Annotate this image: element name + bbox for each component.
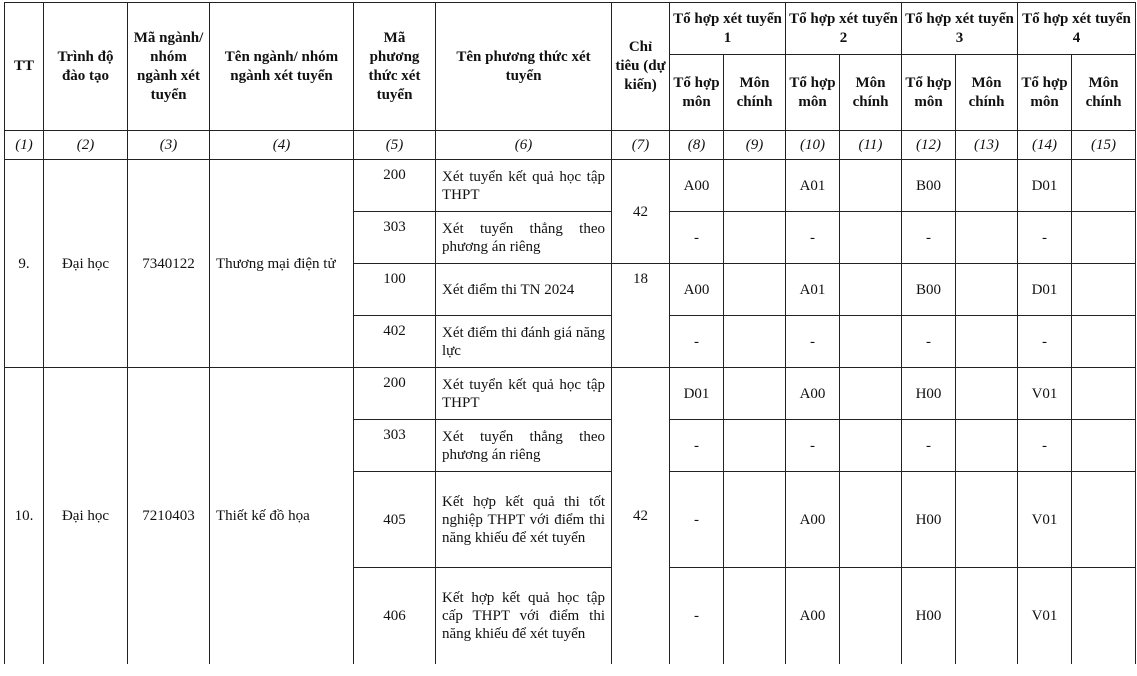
column-number: (9) bbox=[724, 131, 786, 160]
row-combo-4: D01 bbox=[1018, 160, 1072, 212]
row-main-1 bbox=[724, 472, 786, 568]
row-method-name: Xét điểm thi đánh giá năng lực bbox=[436, 316, 612, 368]
row-combo-4: - bbox=[1018, 316, 1072, 368]
row-tt: 10. bbox=[5, 368, 44, 664]
row-major-name: Thương mại điện tử bbox=[210, 160, 354, 368]
row-combo-3: - bbox=[902, 212, 956, 264]
row-main-4 bbox=[1072, 160, 1136, 212]
row-main-2 bbox=[840, 160, 902, 212]
column-number: (11) bbox=[840, 131, 902, 160]
row-combo-2: A00 bbox=[786, 472, 840, 568]
column-number: (4) bbox=[210, 131, 354, 160]
row-method-name: Xét điểm thi TN 2024 bbox=[436, 264, 612, 316]
row-main-2 bbox=[840, 420, 902, 472]
row-combo-3: H00 bbox=[902, 368, 956, 420]
header-quota: Chỉ tiêu (dự kiến) bbox=[612, 3, 670, 131]
row-method-name: Xét tuyển kết quả học tập THPT bbox=[436, 160, 612, 212]
row-method-code: 402 bbox=[354, 316, 436, 368]
row-level: Đại học bbox=[44, 160, 128, 368]
column-number-row bbox=[5, 131, 1136, 160]
row-main-4 bbox=[1072, 568, 1136, 664]
header-combo-group-1: Tổ hợp xét tuyển 1 bbox=[670, 3, 786, 55]
column-number: (5) bbox=[354, 131, 436, 160]
row-main-3 bbox=[956, 472, 1018, 568]
row-combo-1: - bbox=[670, 420, 724, 472]
header-row-1 bbox=[5, 3, 1136, 55]
header-method-name: Tên phương thức xét tuyển bbox=[436, 3, 612, 131]
header-combo-sub: Tổ hợp môn bbox=[1018, 55, 1072, 131]
column-number: (1) bbox=[5, 131, 44, 160]
row-main-3 bbox=[956, 264, 1018, 316]
row-combo-1: - bbox=[670, 472, 724, 568]
column-number: (7) bbox=[612, 131, 670, 160]
row-main-3 bbox=[956, 368, 1018, 420]
row-main-4 bbox=[1072, 212, 1136, 264]
row-combo-3: - bbox=[902, 316, 956, 368]
column-number: (14) bbox=[1018, 131, 1072, 160]
row-main-1 bbox=[724, 160, 786, 212]
row-tt: 9. bbox=[5, 160, 44, 368]
header-combo-group-4: Tổ hợp xét tuyển 4 bbox=[1018, 3, 1136, 55]
row-combo-3: - bbox=[902, 420, 956, 472]
row-combo-2: - bbox=[786, 212, 840, 264]
row-method-code: 303 bbox=[354, 420, 436, 472]
column-number: (6) bbox=[436, 131, 612, 160]
row-level: Đại học bbox=[44, 368, 128, 664]
row-combo-1: - bbox=[670, 568, 724, 664]
row-combo-1: A00 bbox=[670, 160, 724, 212]
row-quota: 42 bbox=[612, 368, 670, 664]
row-method-name: Xét tuyển thẳng theo phương án riêng bbox=[436, 212, 612, 264]
row-main-3 bbox=[956, 212, 1018, 264]
header-combo-group-3: Tổ hợp xét tuyển 3 bbox=[902, 3, 1018, 55]
row-main-2 bbox=[840, 368, 902, 420]
row-main-2 bbox=[840, 568, 902, 664]
row-main-1 bbox=[724, 264, 786, 316]
row-combo-1: A00 bbox=[670, 264, 724, 316]
row-major-code: 7210403 bbox=[128, 368, 210, 664]
column-number: (2) bbox=[44, 131, 128, 160]
header-combo-sub: Tổ hợp môn bbox=[786, 55, 840, 131]
header-major-code: Mã ngành/ nhóm ngành xét tuyển bbox=[128, 3, 210, 131]
row-main-3 bbox=[956, 568, 1018, 664]
row-major-name: Thiết kế đồ họa bbox=[210, 368, 354, 664]
row-combo-3: B00 bbox=[902, 160, 956, 212]
row-combo-2: A00 bbox=[786, 568, 840, 664]
row-main-4 bbox=[1072, 472, 1136, 568]
row-main-3 bbox=[956, 420, 1018, 472]
header-main-sub: Môn chính bbox=[840, 55, 902, 131]
row-combo-4: V01 bbox=[1018, 472, 1072, 568]
row-combo-3: B00 bbox=[902, 264, 956, 316]
row-quota: 18 bbox=[612, 264, 670, 368]
row-method-name: Kết hợp kết quả thi tốt nghiệp THPT với điểm thi năng khiếu để xét tuyển bbox=[436, 472, 612, 568]
row-combo-2: A00 bbox=[786, 368, 840, 420]
row-method-code: 303 bbox=[354, 212, 436, 264]
row-main-4 bbox=[1072, 420, 1136, 472]
row-combo-3: H00 bbox=[902, 568, 956, 664]
header-combo-group-2: Tổ hợp xét tuyển 2 bbox=[786, 3, 902, 55]
row-main-4 bbox=[1072, 264, 1136, 316]
row-method-name: Kết hợp kết quả học tập cấp THPT với điểm thi năng khiếu để xét tuyển bbox=[436, 568, 612, 664]
row-main-4 bbox=[1072, 316, 1136, 368]
row-combo-1: - bbox=[670, 212, 724, 264]
row-combo-1: - bbox=[670, 316, 724, 368]
row-main-1 bbox=[724, 568, 786, 664]
row-main-2 bbox=[840, 316, 902, 368]
row-combo-4: V01 bbox=[1018, 368, 1072, 420]
row-method-name: Xét tuyển thẳng theo phương án riêng bbox=[436, 420, 612, 472]
row-main-1 bbox=[724, 316, 786, 368]
column-number: (10) bbox=[786, 131, 840, 160]
header-main-sub: Môn chính bbox=[1072, 55, 1136, 131]
row-main-1 bbox=[724, 368, 786, 420]
row-method-code: 406 bbox=[354, 568, 436, 664]
row-combo-4: V01 bbox=[1018, 568, 1072, 664]
row-combo-2: A01 bbox=[786, 264, 840, 316]
row-combo-4: - bbox=[1018, 212, 1072, 264]
row-main-4 bbox=[1072, 368, 1136, 420]
column-number: (3) bbox=[128, 131, 210, 160]
header-main-sub: Môn chính bbox=[956, 55, 1018, 131]
row-combo-4: D01 bbox=[1018, 264, 1072, 316]
table-row bbox=[5, 160, 1136, 212]
row-method-code: 405 bbox=[354, 472, 436, 568]
row-major-code: 7340122 bbox=[128, 160, 210, 368]
header-method-code: Mã phương thức xét tuyển bbox=[354, 3, 436, 131]
row-quota: 42 bbox=[612, 160, 670, 264]
column-number: (12) bbox=[902, 131, 956, 160]
header-major-name: Tên ngành/ nhóm ngành xét tuyển bbox=[210, 3, 354, 131]
admission-table bbox=[4, 2, 1136, 664]
row-main-3 bbox=[956, 316, 1018, 368]
header-tt: TT bbox=[5, 3, 44, 131]
row-method-code: 200 bbox=[354, 368, 436, 420]
header-level: Trình độ đào tạo bbox=[44, 3, 128, 131]
column-number: (15) bbox=[1072, 131, 1136, 160]
row-main-2 bbox=[840, 264, 902, 316]
row-method-code: 200 bbox=[354, 160, 436, 212]
table-row bbox=[5, 368, 1136, 420]
row-combo-3: H00 bbox=[902, 472, 956, 568]
header-combo-sub: Tổ hợp môn bbox=[902, 55, 956, 131]
header-combo-sub: Tổ hợp môn bbox=[670, 55, 724, 131]
row-combo-2: - bbox=[786, 316, 840, 368]
row-main-1 bbox=[724, 212, 786, 264]
header-main-sub: Môn chính bbox=[724, 55, 786, 131]
row-method-code: 100 bbox=[354, 264, 436, 316]
row-main-1 bbox=[724, 420, 786, 472]
column-number: (13) bbox=[956, 131, 1018, 160]
row-main-2 bbox=[840, 472, 902, 568]
row-combo-2: - bbox=[786, 420, 840, 472]
row-combo-4: - bbox=[1018, 420, 1072, 472]
column-number: (8) bbox=[670, 131, 724, 160]
row-main-2 bbox=[840, 212, 902, 264]
row-combo-1: D01 bbox=[670, 368, 724, 420]
row-main-3 bbox=[956, 160, 1018, 212]
row-method-name: Xét tuyển kết quả học tập THPT bbox=[436, 368, 612, 420]
row-combo-2: A01 bbox=[786, 160, 840, 212]
